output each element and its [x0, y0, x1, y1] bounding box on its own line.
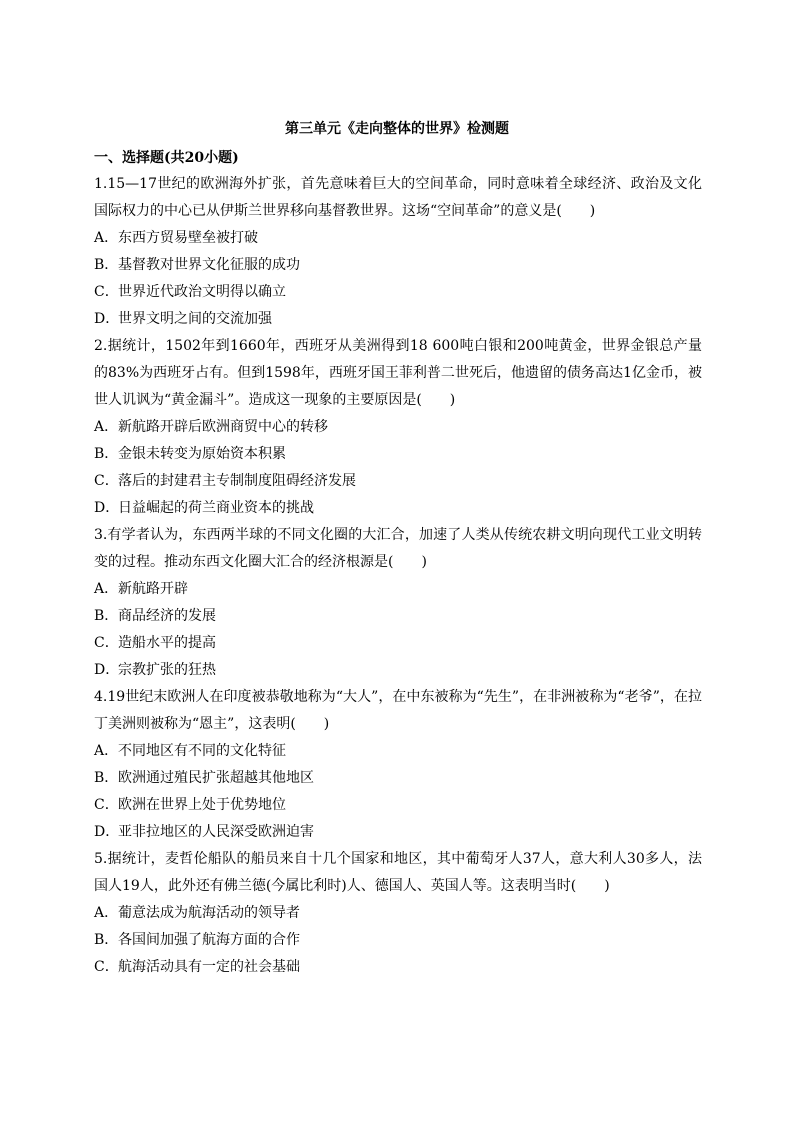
option-letter: A．: [94, 419, 119, 435]
option-text: 商品经济的发展: [118, 608, 216, 624]
option-letter: A．: [94, 743, 119, 759]
answer-option[interactable]: [94, 441, 702, 468]
answer-option[interactable]: [94, 306, 702, 333]
answer-option[interactable]: [94, 495, 702, 522]
option-letter: C．: [94, 284, 119, 300]
answer-option[interactable]: [94, 414, 702, 441]
answer-option[interactable]: [94, 252, 702, 279]
question-block: [94, 333, 702, 522]
answer-option[interactable]: [94, 954, 702, 981]
page-title: 第三单元《走向整体的世界》检测题: [285, 121, 509, 137]
answer-option[interactable]: [94, 576, 702, 603]
section-heading: 一、选择题(共20小题): [94, 150, 239, 166]
answer-option[interactable]: [94, 630, 702, 657]
question-stem: 1.15—17世纪的欧洲海外扩张，首先意味着巨大的空间革命，同时意味着全球经济、政治及文化国际权力的中心已从伊斯兰世界移向基督教世界。这场“空间革命”的意义是( ): [94, 176, 702, 219]
option-letter: B．: [94, 608, 119, 624]
option-text: 新航路开辟后欧洲商贸中心的转移: [118, 419, 328, 435]
answer-option[interactable]: [94, 225, 702, 252]
answer-option[interactable]: [94, 792, 702, 819]
answer-option[interactable]: [94, 657, 702, 684]
question-stem: 3.有学者认为，东西两半球的不同文化圈的大汇合，加速了人类从传统农耕文明向现代工业文明转变的过程。推动东西文化圈大汇合的经济根源是( ): [94, 527, 702, 570]
answer-option[interactable]: [94, 927, 702, 954]
option-letter: B．: [94, 932, 119, 948]
answer-option[interactable]: [94, 900, 702, 927]
option-text: 东西方贸易壁垒被打破: [118, 230, 258, 246]
option-letter: C．: [94, 473, 119, 489]
option-text: 新航路开辟: [118, 581, 188, 597]
option-letter: C．: [94, 635, 119, 651]
answer-option[interactable]: [94, 738, 702, 765]
option-text: 日益崛起的荷兰商业资本的挑战: [118, 500, 314, 516]
question-block: [94, 171, 702, 333]
option-text: 葡意法成为航海活动的领导者: [118, 905, 300, 921]
option-text: 基督教对世界文化征服的成功: [118, 257, 300, 273]
option-letter: C．: [94, 959, 119, 975]
option-letter: D．: [94, 824, 120, 840]
question-stem: 2.据统计，1502年到1660年，西班牙从美洲得到18 600吨白银和200吨黄金，世界金银总产量的83%为西班牙占有。但到1598年，西班牙国王菲利普二世死后，他遗留的债务高达1亿金币，被世人讥讽为“黄金漏斗”。造成这一现象的主要原因是( ): [94, 338, 702, 408]
question-block: [94, 684, 702, 846]
option-text: 航海活动具有一定的社会基础: [118, 959, 300, 975]
answer-option[interactable]: [94, 468, 702, 495]
option-text: 各国间加强了航海方面的合作: [118, 932, 300, 948]
exam-content: [94, 145, 702, 981]
option-text: 欧洲在世界上处于优势地位: [118, 797, 286, 813]
option-text: 亚非拉地区的人民深受欧洲迫害: [118, 824, 314, 840]
answer-option[interactable]: [94, 765, 702, 792]
option-letter: A．: [94, 230, 119, 246]
option-letter: C．: [94, 797, 119, 813]
question-block: [94, 846, 702, 981]
option-letter: B．: [94, 257, 119, 273]
answer-option[interactable]: [94, 603, 702, 630]
option-text: 造船水平的提高: [118, 635, 216, 651]
answer-option[interactable]: [94, 819, 702, 846]
option-letter: D．: [94, 662, 120, 678]
option-text: 世界文明之间的交流加强: [118, 311, 272, 327]
option-letter: D．: [94, 311, 120, 327]
question-stem: 4.19世纪末欧洲人在印度被恭敬地称为“大人”，在中东被称为“先生”，在非洲被称为“老爷”，在拉丁美洲则被称为“恩主”，这表明( ): [94, 689, 702, 732]
question-block: [94, 522, 702, 684]
option-letter: B．: [94, 446, 119, 462]
option-letter: D．: [94, 500, 120, 516]
option-letter: B．: [94, 770, 119, 786]
option-text: 世界近代政治文明得以确立: [118, 284, 286, 300]
option-letter: A．: [94, 905, 119, 921]
option-text: 金银未转变为原始资本积累: [118, 446, 286, 462]
option-text: 欧洲通过殖民扩张超越其他地区: [118, 770, 314, 786]
question-stem: 5.据统计，麦哲伦船队的船员来自十几个国家和地区，其中葡萄牙人37人，意大利人30多人，法国人19人，此外还有佛兰德(今属比利时)人、德国人、英国人等。这表明当时( ): [94, 851, 702, 894]
option-letter: A．: [94, 581, 119, 597]
option-text: 落后的封建君主专制制度阻碍经济发展: [118, 473, 356, 489]
option-text: 宗教扩张的狂热: [118, 662, 216, 678]
answer-option[interactable]: [94, 279, 702, 306]
option-text: 不同地区有不同的文化特征: [118, 743, 286, 759]
